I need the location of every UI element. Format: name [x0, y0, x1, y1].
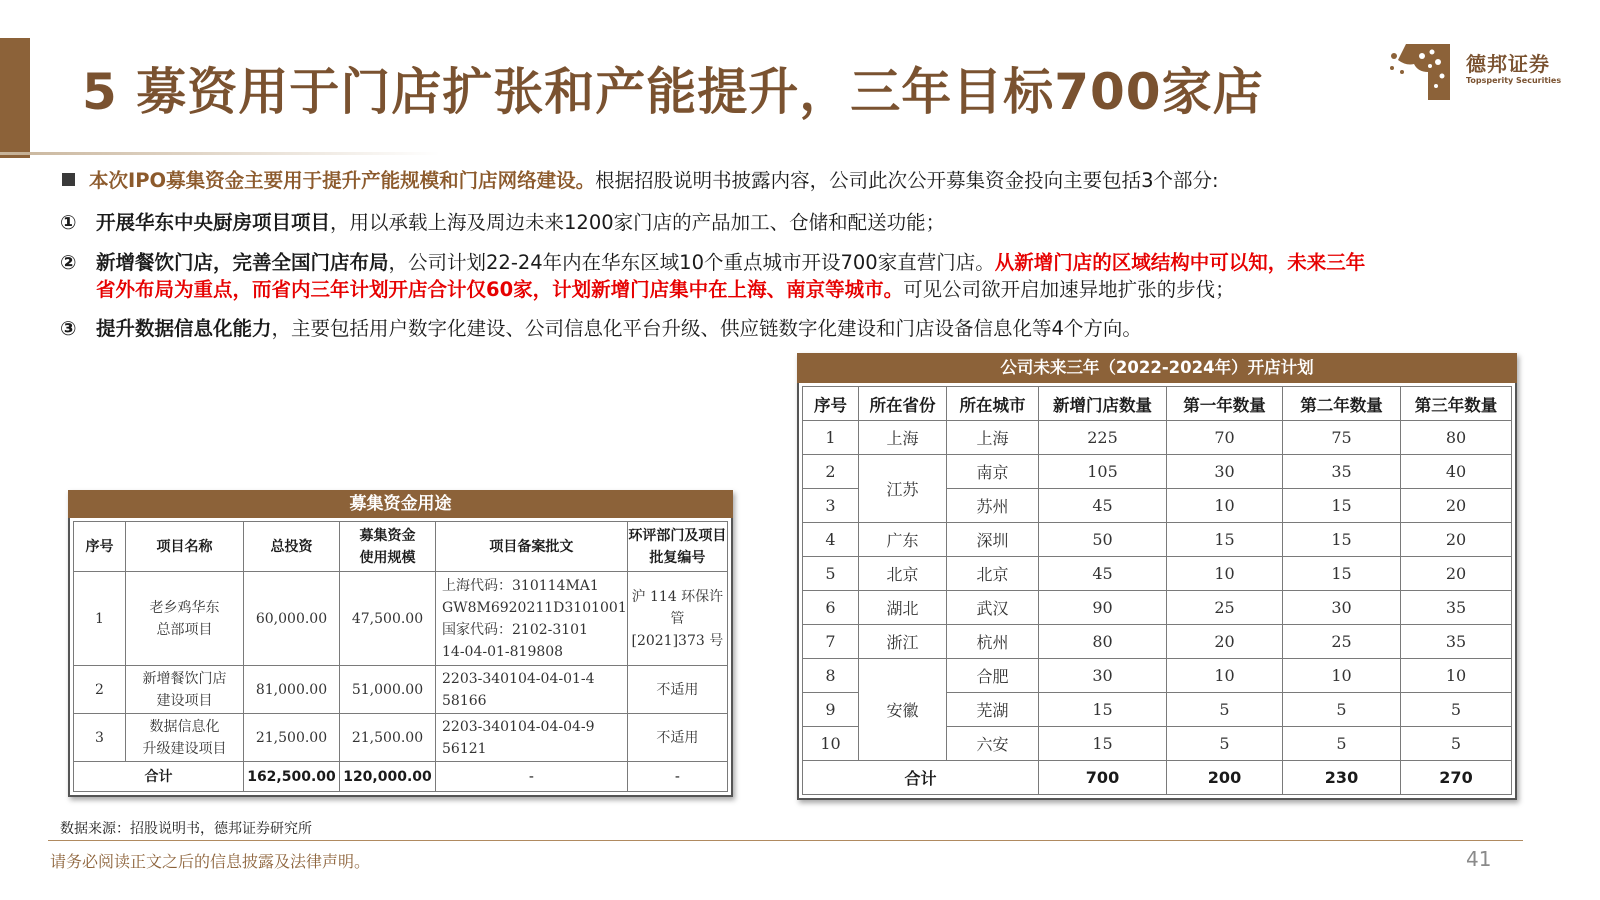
header-cell: 新增门店数量: [1039, 387, 1167, 421]
logo-english-text: Topsperity Securities: [1466, 76, 1562, 85]
cell-no: 3: [803, 489, 859, 523]
item-number: ③: [60, 317, 77, 340]
cell-y2: 25: [1283, 625, 1401, 659]
cell-province: 浙江: [859, 625, 947, 659]
cell-y2: 5: [1283, 693, 1401, 727]
cell-city: 芜湖: [947, 693, 1039, 727]
cell-env: 沪 114 环保许管 [2021]373 号: [627, 572, 727, 666]
header-cell: 所在省份: [859, 387, 947, 421]
cell-y3: 35: [1401, 625, 1512, 659]
page-title: 5 募资用于门店扩张和产能提升，三年目标700家店: [82, 63, 1264, 121]
cell-province: 江苏: [859, 455, 947, 523]
cell-y3: 20: [1401, 557, 1512, 591]
cell-y3: 20: [1401, 523, 1512, 557]
item-number: ②: [60, 251, 77, 274]
cell-city: 苏州: [947, 489, 1039, 523]
item-2: [60, 249, 1365, 277]
cell-city: 合肥: [947, 659, 1039, 693]
footer-divider: [48, 840, 1523, 841]
header-cell: 项目备案批文: [436, 522, 628, 572]
cell-y2: 230: [1283, 761, 1401, 795]
item-red-text: 省外布局为重点，而省内三年计划开店合计仅60家，计划新增门店集中在上海、南京等城市。: [96, 278, 904, 301]
header-cell: 第二年数量: [1283, 387, 1401, 421]
cell-new: 105: [1039, 455, 1167, 489]
cell-filing: 2203-340104-04-01-4 58166: [436, 666, 628, 714]
table-row: [803, 421, 1512, 455]
cell-raise: 21,500.00: [340, 714, 436, 762]
cell-y3: 80: [1401, 421, 1512, 455]
cell-filing: 2203-340104-04-04-9 56121: [436, 714, 628, 762]
cell-y2: 35: [1283, 455, 1401, 489]
cell-env: 不适用: [627, 714, 727, 762]
title-accent-bar: [0, 38, 30, 158]
cell-total: 60,000.00: [244, 572, 340, 666]
header-cell: 总投资: [244, 522, 340, 572]
table-header-row: [803, 387, 1512, 421]
header-cell: 所在城市: [947, 387, 1039, 421]
plan-table-grid: [802, 386, 1512, 795]
cell-y1: 15: [1167, 523, 1283, 557]
cell-y3: 270: [1401, 761, 1512, 795]
table-row: [803, 625, 1512, 659]
table-row: [803, 455, 1512, 489]
fund-table-title: 募集资金用途: [68, 490, 733, 518]
cell-new: 80: [1039, 625, 1167, 659]
title-underline: [0, 152, 440, 155]
logo-chinese-text: 德邦证券: [1466, 52, 1550, 76]
cell-city: 南京: [947, 455, 1039, 489]
table-row: [74, 714, 728, 762]
item-text: ，主要包括用户数字化建设、公司信息化平台升级、供应链数字化建设和门店设备信息化等4个方向。: [271, 317, 1142, 340]
cell-y3: 5: [1401, 727, 1512, 761]
cell-env: 不适用: [627, 666, 727, 714]
cell-y3: 40: [1401, 455, 1512, 489]
table-row: [803, 659, 1512, 693]
cell-new: 90: [1039, 591, 1167, 625]
bullet-square-icon: [62, 173, 75, 186]
cell-y1: 200: [1167, 761, 1283, 795]
cell-no: 5: [803, 557, 859, 591]
cell-no: 2: [74, 666, 126, 714]
cell-no: 2: [803, 455, 859, 489]
intro-text: 根据招股说明书披露内容，公司此次公开募集资金投向主要包括3个部分:: [595, 169, 1219, 192]
cell-no: 4: [803, 523, 859, 557]
cell-y2: 15: [1283, 523, 1401, 557]
cell-y1: 5: [1167, 693, 1283, 727]
cell-city: 武汉: [947, 591, 1039, 625]
header-cell: 第一年数量: [1167, 387, 1283, 421]
cell-y1: 20: [1167, 625, 1283, 659]
item-text: 可见公司欲开启加速异地扩张的步伐；: [903, 278, 1235, 301]
cell-filing: -: [436, 762, 628, 792]
cell-y2: 30: [1283, 591, 1401, 625]
cell-y1: 10: [1167, 659, 1283, 693]
item-3: [60, 315, 1142, 343]
item-red-text: 从新增门店的区域结构中可以知，未来三年: [994, 251, 1366, 274]
cell-city: 上海: [947, 421, 1039, 455]
header-cell: 序号: [803, 387, 859, 421]
cell-y2: 75: [1283, 421, 1401, 455]
cell-no: 1: [803, 421, 859, 455]
intro-paragraph: [62, 167, 1219, 195]
leopard-logo-icon: [1388, 42, 1452, 102]
cell-y1: 70: [1167, 421, 1283, 455]
cell-total-label: 合计: [803, 761, 1039, 795]
cell-total: 162,500.00: [244, 762, 340, 792]
cell-no: 8: [803, 659, 859, 693]
item-number: ①: [60, 211, 77, 234]
cell-y3: 10: [1401, 659, 1512, 693]
intro-highlight: 本次IPO募集资金主要用于提升产能规模和门店网络建设。: [89, 169, 596, 192]
table-row: [74, 572, 728, 666]
item-title: 提升数据信息化能力: [96, 317, 272, 340]
cell-name: 老乡鸡华东 总部项目: [126, 572, 244, 666]
cell-new: 50: [1039, 523, 1167, 557]
item-title: 新增餐饮门店，完善全国门店布局: [96, 251, 389, 274]
cell-city: 杭州: [947, 625, 1039, 659]
table-row: [803, 523, 1512, 557]
cell-y3: 20: [1401, 489, 1512, 523]
cell-new: 45: [1039, 489, 1167, 523]
plan-table-title: 公司未来三年（2022-2024年）开店计划: [797, 353, 1517, 383]
table-header-row: [74, 522, 728, 572]
cell-y1: 30: [1167, 455, 1283, 489]
cell-city: 北京: [947, 557, 1039, 591]
table-total-row: [803, 761, 1512, 795]
data-source: 数据来源：招股说明书，德邦证券研究所: [60, 821, 312, 837]
cell-y2: 15: [1283, 489, 1401, 523]
cell-new: 15: [1039, 727, 1167, 761]
cell-no: 10: [803, 727, 859, 761]
cell-new: 700: [1039, 761, 1167, 795]
table-total-row: [74, 762, 728, 792]
cell-new: 225: [1039, 421, 1167, 455]
table-row: [803, 591, 1512, 625]
cell-name: 新增餐饮门店 建设项目: [126, 666, 244, 714]
cell-total-label: 合计: [74, 762, 244, 792]
brand-logo: [1388, 42, 1568, 104]
cell-y1: 10: [1167, 489, 1283, 523]
table-row: [803, 557, 1512, 591]
cell-raise: 47,500.00: [340, 572, 436, 666]
header-cell: 序号: [74, 522, 126, 572]
item-title: 开展华东中央厨房项目项目: [96, 211, 331, 234]
cell-no: 3: [74, 714, 126, 762]
cell-y1: 10: [1167, 557, 1283, 591]
cell-y1: 5: [1167, 727, 1283, 761]
cell-new: 45: [1039, 557, 1167, 591]
cell-y3: 35: [1401, 591, 1512, 625]
cell-total: 81,000.00: [244, 666, 340, 714]
cell-no: 9: [803, 693, 859, 727]
cell-filing: 上海代码：310114MA1 GW8M6920211D3101001 国家代码：2102-3101 14-04-01-819808: [436, 572, 628, 666]
table-row: [74, 666, 728, 714]
item-1: [60, 209, 945, 237]
cell-y1: 25: [1167, 591, 1283, 625]
header-cell: 第三年数量: [1401, 387, 1512, 421]
header-cell: 环评部门及项目 批复编号: [627, 522, 727, 572]
cell-raise: 51,000.00: [340, 666, 436, 714]
header-cell: 项目名称: [126, 522, 244, 572]
cell-y2: 15: [1283, 557, 1401, 591]
item-2-continued: [96, 276, 1235, 304]
cell-raise: 120,000.00: [340, 762, 436, 792]
fund-table-grid: [73, 521, 728, 792]
cell-province: 安徽: [859, 659, 947, 761]
cell-no: 7: [803, 625, 859, 659]
cell-no: 6: [803, 591, 859, 625]
store-plan-table: [797, 353, 1517, 800]
cell-y3: 5: [1401, 693, 1512, 727]
cell-total: 21,500.00: [244, 714, 340, 762]
cell-env: -: [627, 762, 727, 792]
cell-province: 广东: [859, 523, 947, 557]
cell-city: 六安: [947, 727, 1039, 761]
legal-disclaimer: 请务必阅读正文之后的信息披露及法律声明。: [50, 852, 371, 871]
cell-y2: 10: [1283, 659, 1401, 693]
item-text: ，用以承载上海及周边未来1200家门店的产品加工、仓储和配送功能；: [330, 211, 946, 234]
fund-usage-table: [68, 490, 733, 797]
cell-y2: 5: [1283, 727, 1401, 761]
cell-new: 15: [1039, 693, 1167, 727]
item-text: ，公司计划22-24年内在华东区域10个重点城市开设700家直营门店。: [388, 251, 995, 274]
cell-new: 30: [1039, 659, 1167, 693]
header-cell: 募集资金 使用规模: [340, 522, 436, 572]
cell-province: 湖北: [859, 591, 947, 625]
cell-city: 深圳: [947, 523, 1039, 557]
cell-no: 1: [74, 572, 126, 666]
cell-province: 上海: [859, 421, 947, 455]
page-number: 41: [1466, 847, 1492, 871]
cell-name: 数据信息化 升级建设项目: [126, 714, 244, 762]
cell-province: 北京: [859, 557, 947, 591]
